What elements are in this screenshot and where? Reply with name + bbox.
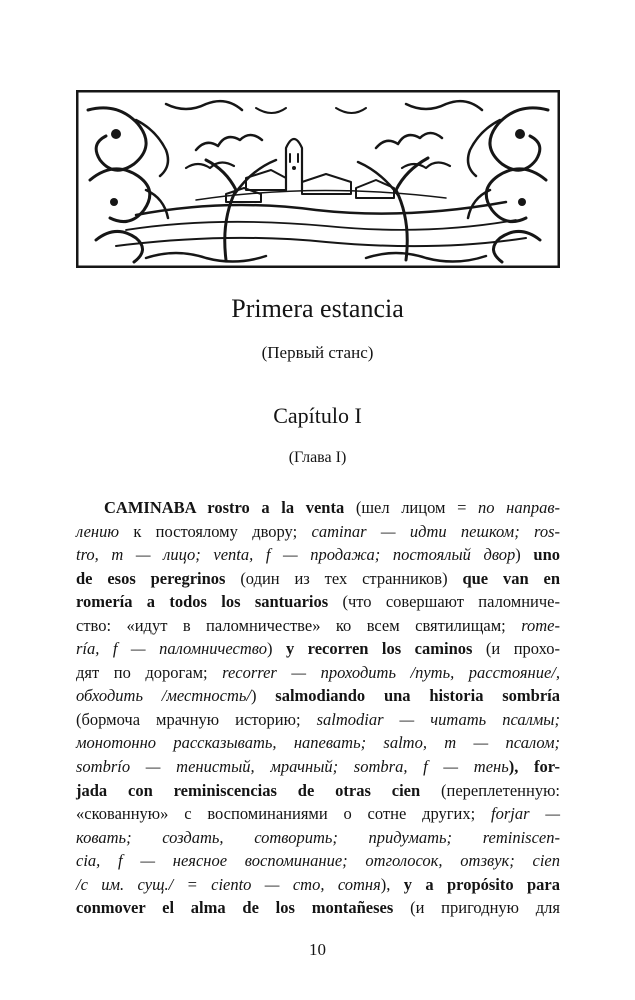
- text-line: [76, 684, 560, 708]
- dictionary-note: ковать; создать, сотворить; придумать; reminiscen-: [76, 827, 560, 847]
- spanish-text: CAMINABA rostro a la venta: [104, 498, 345, 517]
- text-line: [76, 755, 560, 779]
- translation-text: дят по дорогам;: [76, 662, 223, 682]
- text-line: [76, 826, 560, 850]
- text-line: [76, 731, 560, 755]
- translation-text: (шел лицом =: [344, 498, 479, 517]
- text-line: [76, 543, 560, 567]
- translation-text: (бормоча мрачную историю;: [76, 709, 317, 729]
- translation-text: (и прохо-: [472, 639, 560, 659]
- dictionary-note: /с им. сущ./ = ciento — сто, сотня: [76, 874, 381, 894]
- spanish-text: ),: [508, 757, 535, 777]
- section-title: Primera estancia: [231, 294, 404, 323]
- translation-text: (переплетенную:: [420, 780, 560, 800]
- translation-text: ),: [380, 874, 404, 894]
- engraved-village-vignette-icon: [76, 90, 560, 268]
- text-line: [76, 567, 560, 591]
- text-line: [76, 849, 560, 873]
- text-line: [76, 637, 560, 661]
- dictionary-note: cia, f — неясное воспоминание; отголосок, отзвук; cien: [76, 851, 560, 871]
- text-line: [76, 590, 560, 614]
- page-number: 10: [309, 940, 326, 959]
- text-line: [76, 661, 560, 685]
- translation-text: к постоялому двору;: [119, 521, 312, 541]
- translation-text: (один из тех странников): [225, 568, 463, 588]
- dictionary-note: ría, f — паломничество: [76, 639, 267, 659]
- header-illustration: [76, 90, 560, 268]
- spanish-text: romería a todos los santuarios: [76, 592, 329, 612]
- dictionary-note: caminar — идти пешком; ros-: [311, 521, 561, 541]
- translation-text: (что совершают паломниче-: [328, 592, 560, 612]
- spanish-text: for-: [534, 757, 560, 777]
- section-subtitle: (Первый станс): [261, 343, 374, 362]
- text-line: [76, 520, 560, 544]
- dictionary-note: sombrío — тенистый, мрачный; sombra, f — тень: [76, 757, 509, 777]
- spanish-text: de esos peregrinos: [76, 568, 226, 588]
- text-line: [76, 708, 560, 732]
- dictionary-note: forjar —: [491, 804, 560, 824]
- dictionary-note: salmodiar — читать псалмы;: [316, 709, 560, 729]
- dictionary-note: монотонно рассказывать, напевать; salmo, m — псалом;: [76, 733, 560, 753]
- translation-text: «скованную» с воспоминаниями о сотне других;: [76, 804, 491, 824]
- text-line: [76, 614, 560, 638]
- spanish-text: que van en: [462, 568, 560, 588]
- text-line: [76, 873, 560, 897]
- chapter-subtitle: (Глава I): [288, 449, 347, 466]
- translation-text: ): [515, 545, 534, 565]
- translation-text: ство: «идут в паломничестве» ко всем святилищам;: [76, 615, 522, 635]
- text-line: [76, 779, 560, 803]
- dictionary-note: лению: [76, 521, 119, 541]
- dictionary-note: по направ-: [478, 498, 560, 517]
- text-line: [76, 896, 560, 920]
- text-line: [76, 802, 560, 826]
- spanish-text: uno: [533, 545, 560, 565]
- spanish-text: conmover el alma de los montañeses: [76, 898, 394, 918]
- spanish-text: salmodiando una historia sombría: [275, 686, 560, 706]
- dictionary-note: rome-: [521, 615, 560, 635]
- spanish-text: jada con reminiscencias de otras cien: [76, 780, 421, 800]
- spanish-text: y recorren los caminos: [285, 639, 473, 659]
- chapter-title: Capítulo I: [273, 403, 362, 428]
- dictionary-note: обходить /местность/: [76, 686, 251, 706]
- dictionary-note: recorrer — проходить /путь, расстояние/,: [222, 662, 560, 682]
- translation-text: ): [266, 639, 286, 659]
- dictionary-note: tro, m — лицо; venta, f — продажа; постоялый двор: [76, 545, 516, 565]
- body-text: [76, 496, 560, 920]
- spanish-text: y a propósito para: [403, 874, 560, 894]
- translation-text: (и пригодную для: [393, 898, 561, 918]
- translation-text: ): [251, 686, 276, 706]
- text-line: [76, 496, 560, 520]
